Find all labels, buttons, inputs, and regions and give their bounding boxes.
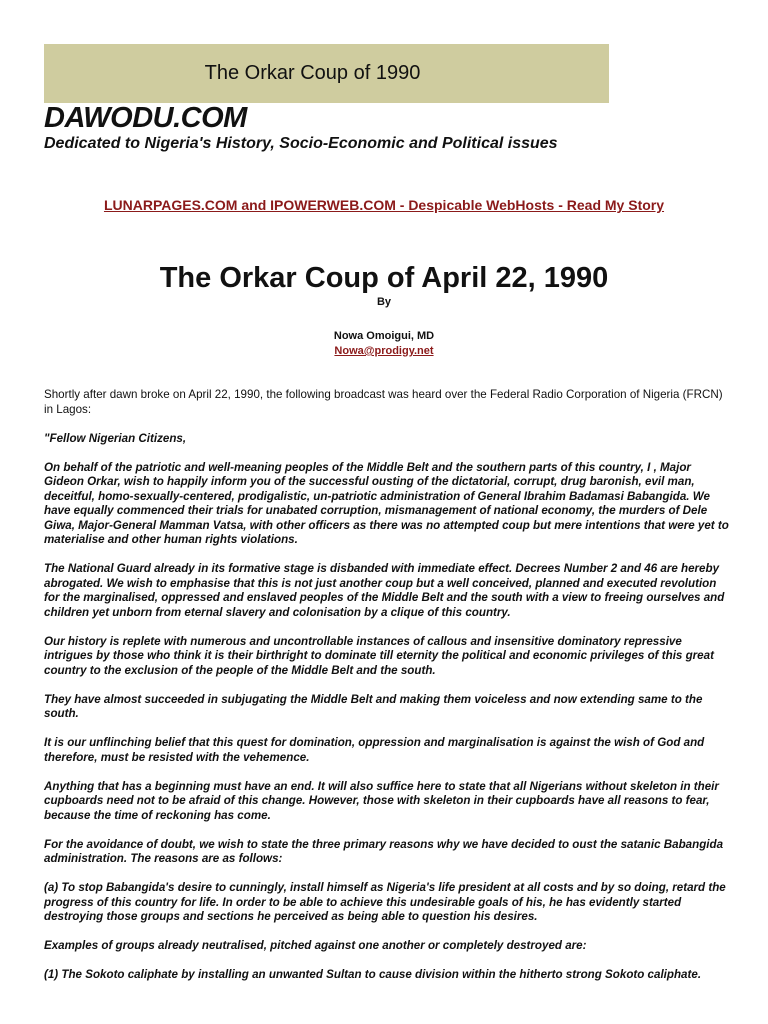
speech-paragraph: It is our unflinching belief that this quest for domination, oppression and marginalisation is against the wish of God and therefore, must be resisted with the vehemence.: [44, 736, 705, 764]
site-name: DAWODU.COM: [44, 102, 247, 134]
article-title: The Orkar Coup of April 22, 1990: [159, 262, 609, 294]
speech-paragraph: "Fellow Nigerian Citizens,: [44, 431, 187, 445]
speech-paragraph: (a) To stop Babangida's desire to cunningly, install himself as Nigeria's life president at all costs and by so doing, retard the progress of this country for life. In order to be able to achieve this undesirable goals of his, he has evidently started destroying those groups and sections he perceived as being able to question his desires.: [44, 881, 726, 923]
site-tagline: Dedicated to Nigeria's History, Socio-Economic and Political issues: [44, 135, 558, 152]
banner-title: The Orkar Coup of 1990: [204, 62, 421, 84]
author-name: Nowa Omoigui, MD: [333, 330, 435, 342]
speech-paragraph: (1) The Sokoto caliphate by installing an unwanted Sultan to cause division within the hitherto strong Sokoto caliphate.: [44, 968, 702, 981]
speech-paragraph: Our history is replete with numerous and uncontrollable instances of callous and insensitive dominatory repressive intrigues by those who think it is their birthright to dominate till eternity the political and economic privileges of this great country to the exclusion of the people of the Middle Belt and the south.: [44, 634, 714, 677]
article-body: [44, 388, 732, 997]
header-banner: [44, 44, 609, 103]
author-block: [0, 329, 768, 359]
speech-paragraph: For the avoidance of doubt, we wish to state the three primary reasons why we have decided to oust the satanic Babangida administration. The reasons are as follows:: [44, 837, 724, 865]
author-email-link[interactable]: Nowa@prodigy.net: [334, 345, 434, 357]
webhost-notice: [0, 197, 768, 213]
speech-paragraph: Examples of groups already neutralised, pitched against one another or completely destroyed are:: [44, 939, 587, 952]
speech-paragraph: They have almost succeeded in subjugating the Middle Belt and making them voiceless and now extending same to the south.: [44, 692, 703, 720]
intro-paragraph: Shortly after dawn broke on April 22, 1990, the following broadcast was heard over the Federal Radio Corporation of Nigeria (FRCN) in Lagos:: [44, 388, 723, 416]
speech-paragraph: Anything that has a beginning must have an end. It will also suffice here to state that all Nigerians without skeleton in their cupboards need not to be afraid of this change. However, those with skeleton in their cupboards have all reasons to fear, because the time of reckoning has come.: [44, 779, 719, 822]
speech-paragraph: On behalf of the patriotic and well-meaning peoples of the Middle Belt and the southern parts of this country, I , Major Gideon Orkar, wish to happily inform you of the successful ousting of the dictatorial, corrupt, drug baronish, evil man, deceitful, homo-sexually-centered, prodigalistic, un-patriotic administration of General Ibrahim Badamasi Babangida. We have equally commenced their trials for unabated corruption, mismanagement of national economy, the murders of Dele Giwa, Major-General Mamman Vatsa, with other officers as there was no attempted coup but mere intentions that were yet to materialise and other human rights violations.: [44, 460, 729, 546]
byline-label: By: [376, 296, 392, 308]
speech-paragraph: The National Guard already in its formative stage is disbanded with immediate effect. Decrees Number 2 and 46 are hereby abrogated. We wish to emphasise that this is not just another coup but a well conceived, planned and executed revolution for the marginalised, oppressed and enslaved peoples of the Middle Belt and the south with a view to freeing ourselves and children yet unborn from eternal slavery and colonisation by a clique of this country.: [44, 562, 725, 619]
webhost-notice-link[interactable]: LUNARPAGES.COM and IPOWERWEB.COM - Despicable WebHosts - Read My Story: [103, 197, 665, 213]
